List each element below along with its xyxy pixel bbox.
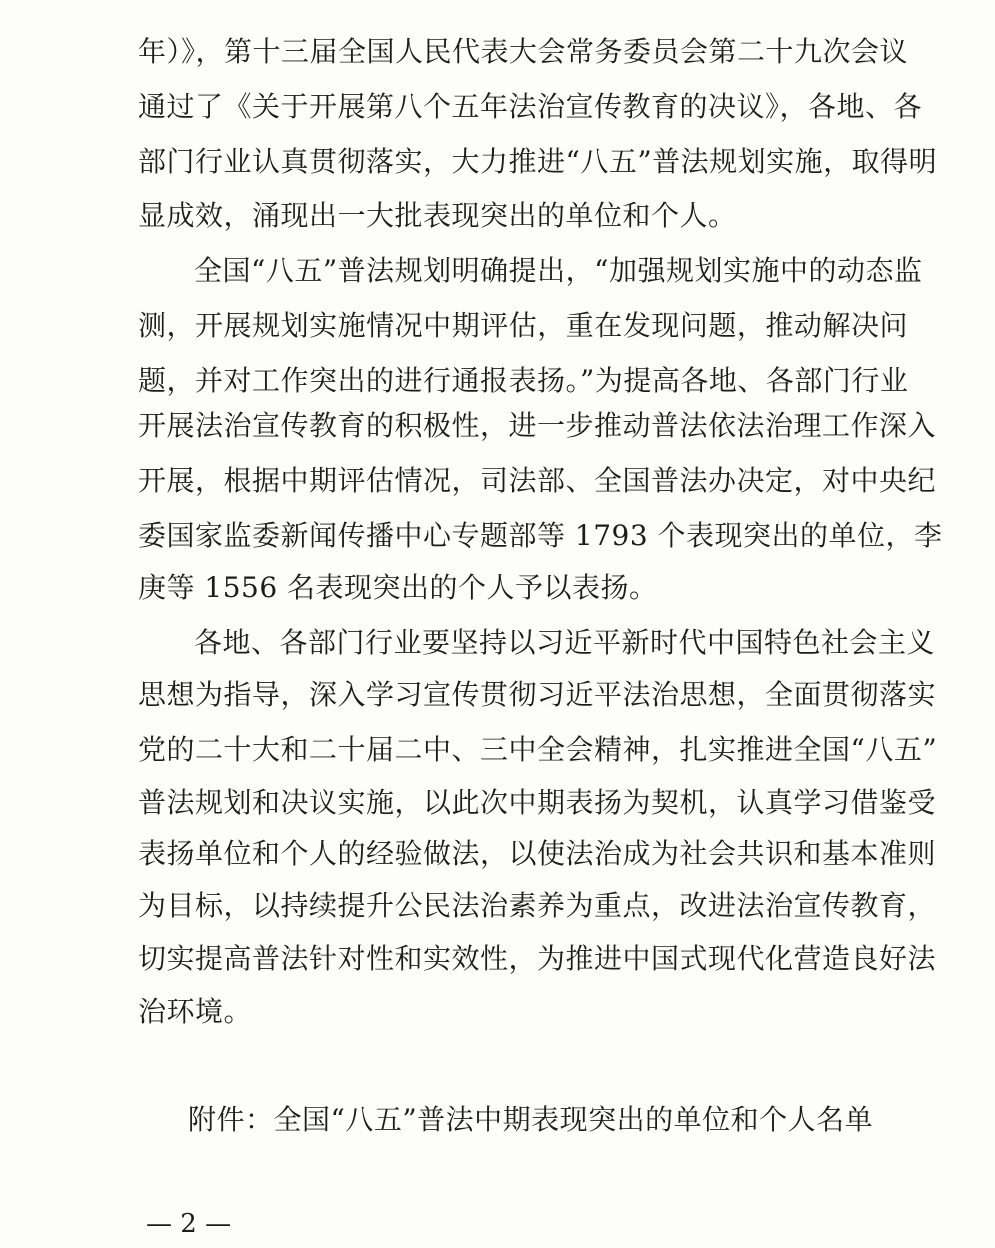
paragraph-3-line-4: 普法规划和决议实施，以此次中期表扬为契机，认真学习借鉴受 [138, 786, 937, 819]
paragraph-2-line-2: 测，开展规划实施情况中期评估，重在发现问题，推动解决问 [138, 309, 908, 342]
paragraph-3-line-1: 各地、各部门行业要坚持以习近平新时代中国特色社会主义 [194, 626, 936, 659]
attachment-note: 附件：全国“八五”普法中期表现突出的单位和个人名单 [188, 1103, 874, 1136]
paragraph-2-line-3: 题，并对工作突出的进行通报表扬。”为提高各地、各部门行业 [138, 364, 909, 397]
paragraph-3-line-5: 表扬单位和个人的经验做法，以使法治成为社会共识和基本准则 [138, 837, 937, 870]
page-number: — 2 — [146, 1209, 232, 1239]
paragraph-2-line-1: 全国“八五”普法规划明确提出，“加强规划实施中的动态监 [194, 254, 923, 287]
paragraph-1-line-4: 显成效，涌现出一大批表现突出的单位和个人。 [138, 199, 737, 232]
paragraph-2-line-5: 开展，根据中期评估情况，司法部、全国普法办决定，对中央纪 [138, 464, 937, 497]
paragraph-2-line-4: 开展法治宣传教育的积极性，进一步推动普法依法治理工作深入 [138, 409, 937, 442]
paragraph-3-line-7: 切实提高普法针对性和实效性，为推进中国式现代化营造良好法 [138, 942, 937, 975]
paragraph-1-line-3: 部门行业认真贯彻落实，大力推进“八五”普法规划实施，取得明 [138, 145, 938, 178]
paragraph-3-line-2: 思想为指导，深入学习宣传贯彻习近平法治思想，全面贯彻落实 [138, 678, 937, 711]
paragraph-2-line-7: 庚等 1556 名表现突出的个人予以表扬。 [138, 571, 658, 604]
paragraph-3-line-6: 为目标，以持续提升公民法治素养为重点，改进法治宣传教育， [138, 889, 937, 922]
paragraph-1-line-2: 通过了《关于开展第八个五年法治宣传教育的决议》，各地、各 [138, 90, 923, 123]
paragraph-1-line-1: 年）》，第十三届全国人民代表大会常务委员会第二十九次会议 [138, 35, 909, 68]
paragraph-2-line-6: 委国家监委新闻传播中心专题部等 1793 个表现突出的单位，李 [138, 519, 943, 552]
paragraph-3-line-3: 党的二十大和二十届二中、三中全会精神，扎实推进全国“八五” [138, 733, 938, 766]
paragraph-3-line-8: 治环境。 [138, 995, 253, 1028]
